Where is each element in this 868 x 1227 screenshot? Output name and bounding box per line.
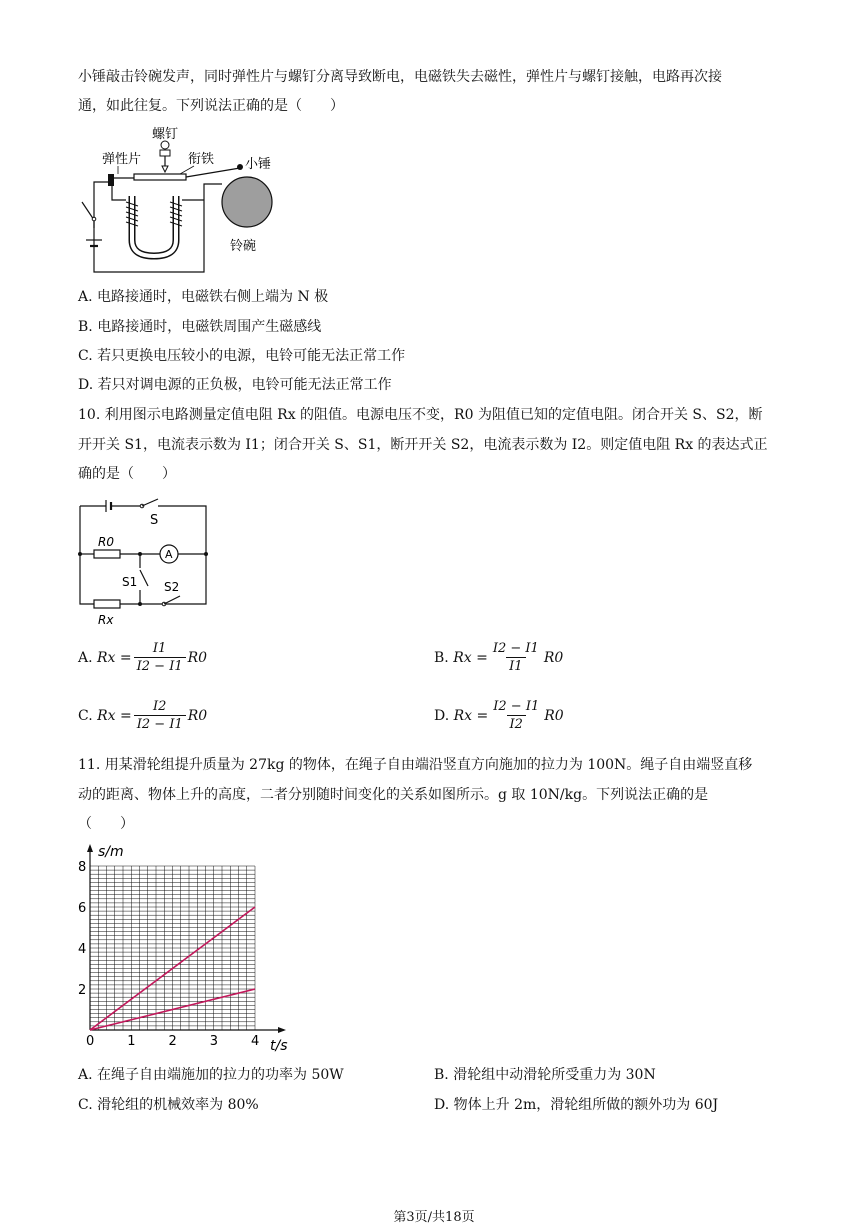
label-screw: 螺钉 — [152, 127, 179, 142]
x-axis-label: t/s — [270, 1038, 288, 1054]
q10-option-c: C. Rx = $\frac{I2}{I2 - I1}$ R0 — [78, 699, 208, 732]
q9-bell-circuit-figure — [72, 122, 312, 282]
label-s: S — [150, 513, 159, 528]
q10-circuit-figure — [70, 490, 220, 630]
x-tick-label: 3 — [209, 1034, 219, 1049]
label-rx: Rx — [98, 613, 114, 627]
label-s2: S2 — [164, 580, 180, 594]
q9-option-d: D. 若只对调电源的正负极，电铃可能无法正常工作 — [78, 377, 392, 393]
x-axis-arrow — [278, 1027, 286, 1033]
label-bowl: 铃碗 — [230, 239, 257, 254]
x-tick-label: 0 — [86, 1034, 95, 1049]
q11-option-a: A. 在绳子自由端施加的拉力的功率为 50W — [78, 1067, 344, 1083]
q9-option-a: A. 电路接通时，电磁铁右侧上端为 N 极 — [78, 289, 329, 305]
q10-text-line3: 确的是（ ） — [78, 466, 176, 482]
label-armature: 衔铁 — [188, 152, 215, 167]
q9-text-line1: 小锤敲击铃碗发声，同时弹性片与螺钉分离导致断电，电磁铁失去磁性，弹性片与螺钉接触，电路再次接 — [78, 69, 722, 85]
y-axis-label: s/m — [98, 844, 124, 860]
y-tick-label: 4 — [78, 942, 87, 957]
q9-option-c: C. 若只更换电压较小的电源，电铃可能无法正常工作 — [78, 348, 406, 364]
q11-text-line1: 11. 用某滑轮组提升质量为 27kg 的物体，在绳子自由端沿竖直方向施加的拉力为 100N。绳子自由端竖直移 — [78, 757, 753, 773]
label-spring: 弹性片 — [102, 152, 142, 167]
q10-option-a: A. Rx = $\frac{I1}{I2 - I1}$ R0 — [78, 641, 208, 674]
q10-text-line2: 开开关 S1，电流表示数为 I1；闭合开关 S、S1，断开开关 S2，电流表示数为 I2。则定值电阻 Rx 的表达式正 — [78, 437, 768, 453]
x-tick-label: 1 — [127, 1034, 136, 1049]
q9-option-b: B. 电路接通时，电磁铁周围产生磁感线 — [78, 319, 322, 335]
x-tick-label: 2 — [168, 1034, 177, 1049]
q10-text-line1: 10. 利用图示电路测量定值电阻 Rx 的阻值。电源电压不变，R0 为阻值已知的定值电阻。闭合开关 S、S2，断 — [78, 407, 763, 423]
q11-option-b: B. 滑轮组中动滑轮所受重力为 30N — [434, 1067, 656, 1083]
q11-option-d: D. 物体上升 2m，滑轮组所做的额外功为 60J — [434, 1097, 719, 1113]
y-axis-arrow — [87, 844, 93, 852]
page-footer: 第3页/共18页 — [393, 1210, 475, 1225]
ammeter-label: A — [165, 548, 173, 561]
q10-option-d: D. Rx = $\frac{I2 - I1}{I2}$ R0 — [434, 699, 564, 732]
q11-option-c: C. 滑轮组的机械效率为 80% — [78, 1097, 259, 1113]
q10-option-b: B. Rx = $\frac{I2 - I1}{I1}$ R0 — [434, 641, 564, 674]
q11-distance-time-chart — [70, 838, 300, 1060]
q11-text-line3: （ ） — [78, 816, 134, 832]
q9-text-line2: 通，如此往复。下列说法正确的是（ ） — [78, 98, 344, 114]
label-r0: R0 — [98, 535, 114, 549]
label-hammer: 小锤 — [245, 157, 272, 172]
label-s1: S1 — [122, 575, 138, 589]
y-tick-label: 2 — [78, 983, 87, 998]
q11-text-line2: 动的距离、物体上升的高度，二者分别随时间变化的关系如图所示。g 取 10N/kg。下列说法正确的是 — [78, 787, 709, 803]
y-tick-label: 6 — [78, 901, 87, 916]
x-tick-label: 4 — [251, 1034, 260, 1049]
y-tick-label: 8 — [78, 860, 87, 875]
